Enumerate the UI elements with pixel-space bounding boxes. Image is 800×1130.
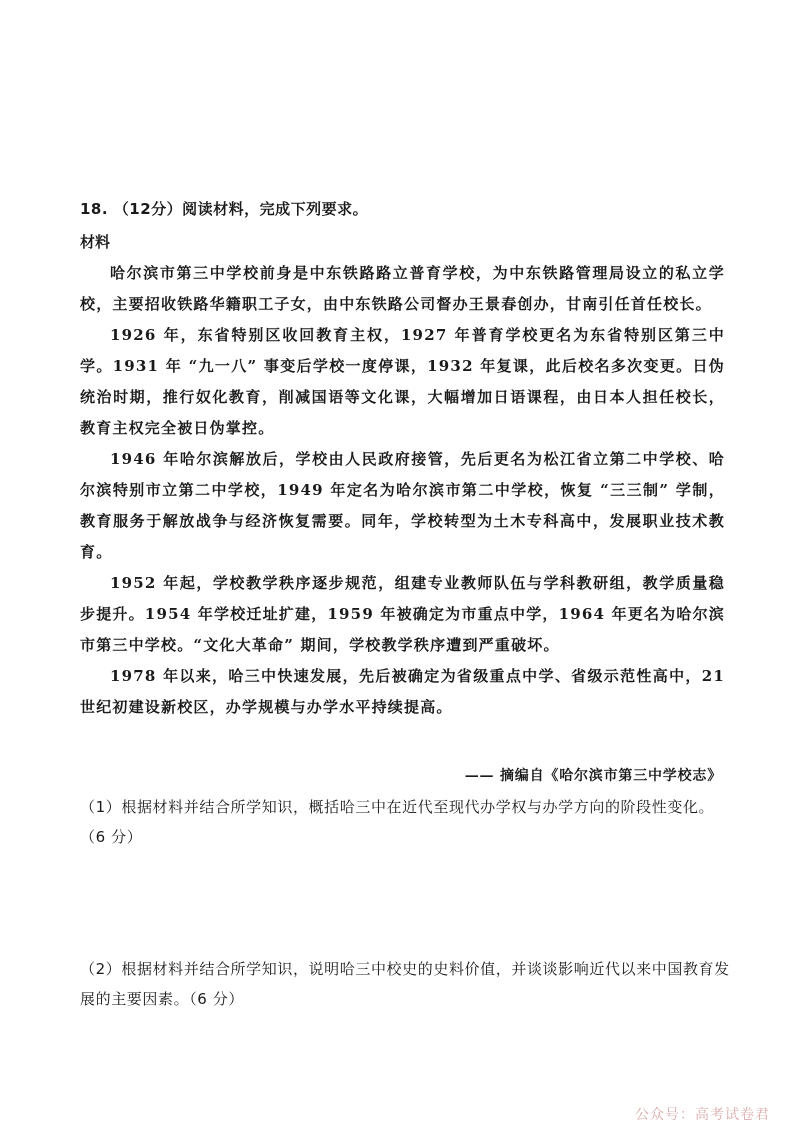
material-source: —— 摘编自《哈尔滨市第三中学校志》 (464, 768, 722, 784)
material-text (80, 258, 725, 723)
material-paragraph: 1952 年起，学校教学秩序逐步规范，组建专业教师队伍与学科教研组，教学质量稳步提升。1954 年学校迁址扩建，1959 年被确定为市重点中学，1964 年更名为哈尔滨市第三中学校。“文化大革命” 期间，学校教学秩序遭到严重破坏。 (80, 574, 725, 654)
material-label: 材料 (80, 233, 111, 251)
sub-question-1: （1）根据材料并结合所学知识，概括哈三中在近代至现代办学权与办学方向的阶段性变化。（6 分） (80, 798, 715, 846)
sub-question-2: （2）根据材料并结合所学知识，说明哈三中校史的史料价值，并谈谈影响近代以来中国教育发展的主要因素。（6 分） (80, 960, 730, 1008)
watermark: 公众号：高考试卷君 (635, 1107, 770, 1123)
question-title: 18. （12分）阅读材料，完成下列要求。 (80, 200, 369, 218)
material-paragraph: 1926 年，东省特别区收回教育主权，1927 年普育学校更名为东省特别区第三中学。1931 年 “九一八” 事变后学校一度停课，1932 年复课，此后校名多次变更。日伪统治时期，推行奴化教育，削减国语等文化课，大幅增加日语课程，由日本人担任校长，教育主权完全被日伪掌控。 (80, 326, 725, 437)
material-paragraph: 1978 年以来，哈三中快速发展，先后被确定为省级重点中学、省级示范性高中，21 世纪初建设新校区，办学规模与办学水平持续提高。 (80, 667, 725, 716)
material-paragraph: 哈尔滨市第三中学校前身是中东铁路路立普育学校，为中东铁路管理局设立的私立学校，主要招收铁路华籍职工子女，由中东铁路公司督办王景春创办，甘南引任首任校长。 (80, 264, 725, 313)
material-paragraph: 1946 年哈尔滨解放后，学校由人民政府接管，先后更名为松江省立第二中学校、哈尔滨特别市立第二中学校，1949 年定名为哈尔滨市第二中学校，恢复 “三三制” 学制，教育服务于解放战争与经济恢复需要。同年，学校转型为土木专科高中，发展职业技术教育。 (80, 450, 725, 561)
